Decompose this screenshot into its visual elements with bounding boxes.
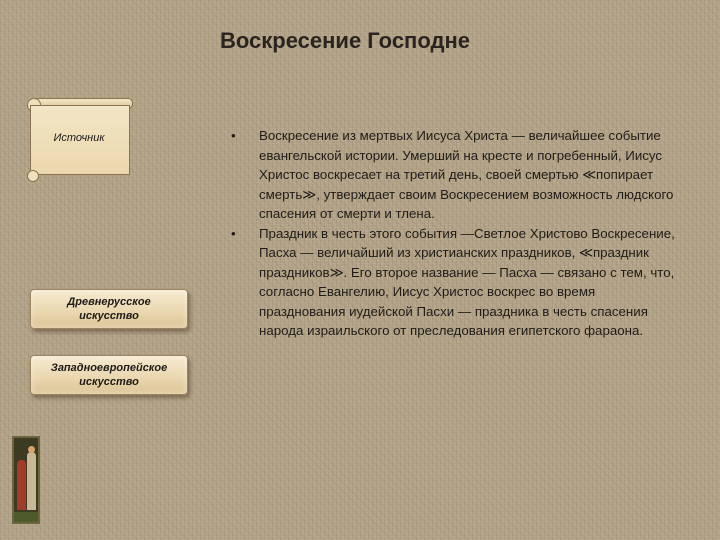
bullet-text: Праздник в честь этого события —Светлое Христово Воскресение, Пасха — величайший из христианских праздников, ≪праздник праздников≫. Его второе название — Пасха — связано с тем, что, согласно Евангелию, Иисус Христос воскрес во время празднования иудейской Пасхи — праздника в честь спасения народа израильского от преследования египетского фараона.: [259, 225, 675, 338]
thumbnail-figure-light: [27, 452, 36, 510]
bullet-text: Воскресение из мертвых Иисуса Христа — величайшее событие евангельской истории. Умерший на кресте и погребенный, Иисус Христос воскресает на третий день, своей смертью ≪попирает смерть≫, утверждает своим Воскресением возможность людского спасения от смерти и тлена.: [259, 128, 674, 221]
thumbnail-figure-red: [17, 460, 26, 510]
painting-thumbnail[interactable]: [12, 436, 40, 524]
source-scroll-button[interactable]: [27, 98, 131, 180]
scroll-curl-bottom: [27, 170, 39, 182]
bullet-icon: •: [231, 128, 236, 143]
slide-title: Воскресение Господне: [220, 28, 470, 53]
western-european-art-label: Западноевропейское искусство: [50, 362, 168, 388]
source-label: Источник: [53, 132, 105, 144]
thumbnail-head: [28, 446, 35, 453]
thumbnail-ground: [14, 512, 38, 522]
western-european-art-button[interactable]: [30, 355, 188, 395]
old-russian-art-label: Древнерусское искусство: [67, 296, 151, 322]
bullet-icon: •: [231, 225, 236, 241]
slide-content: [230, 126, 680, 341]
old-russian-art-button[interactable]: [30, 289, 188, 329]
list-item: [230, 126, 680, 224]
list-item: [230, 224, 680, 341]
